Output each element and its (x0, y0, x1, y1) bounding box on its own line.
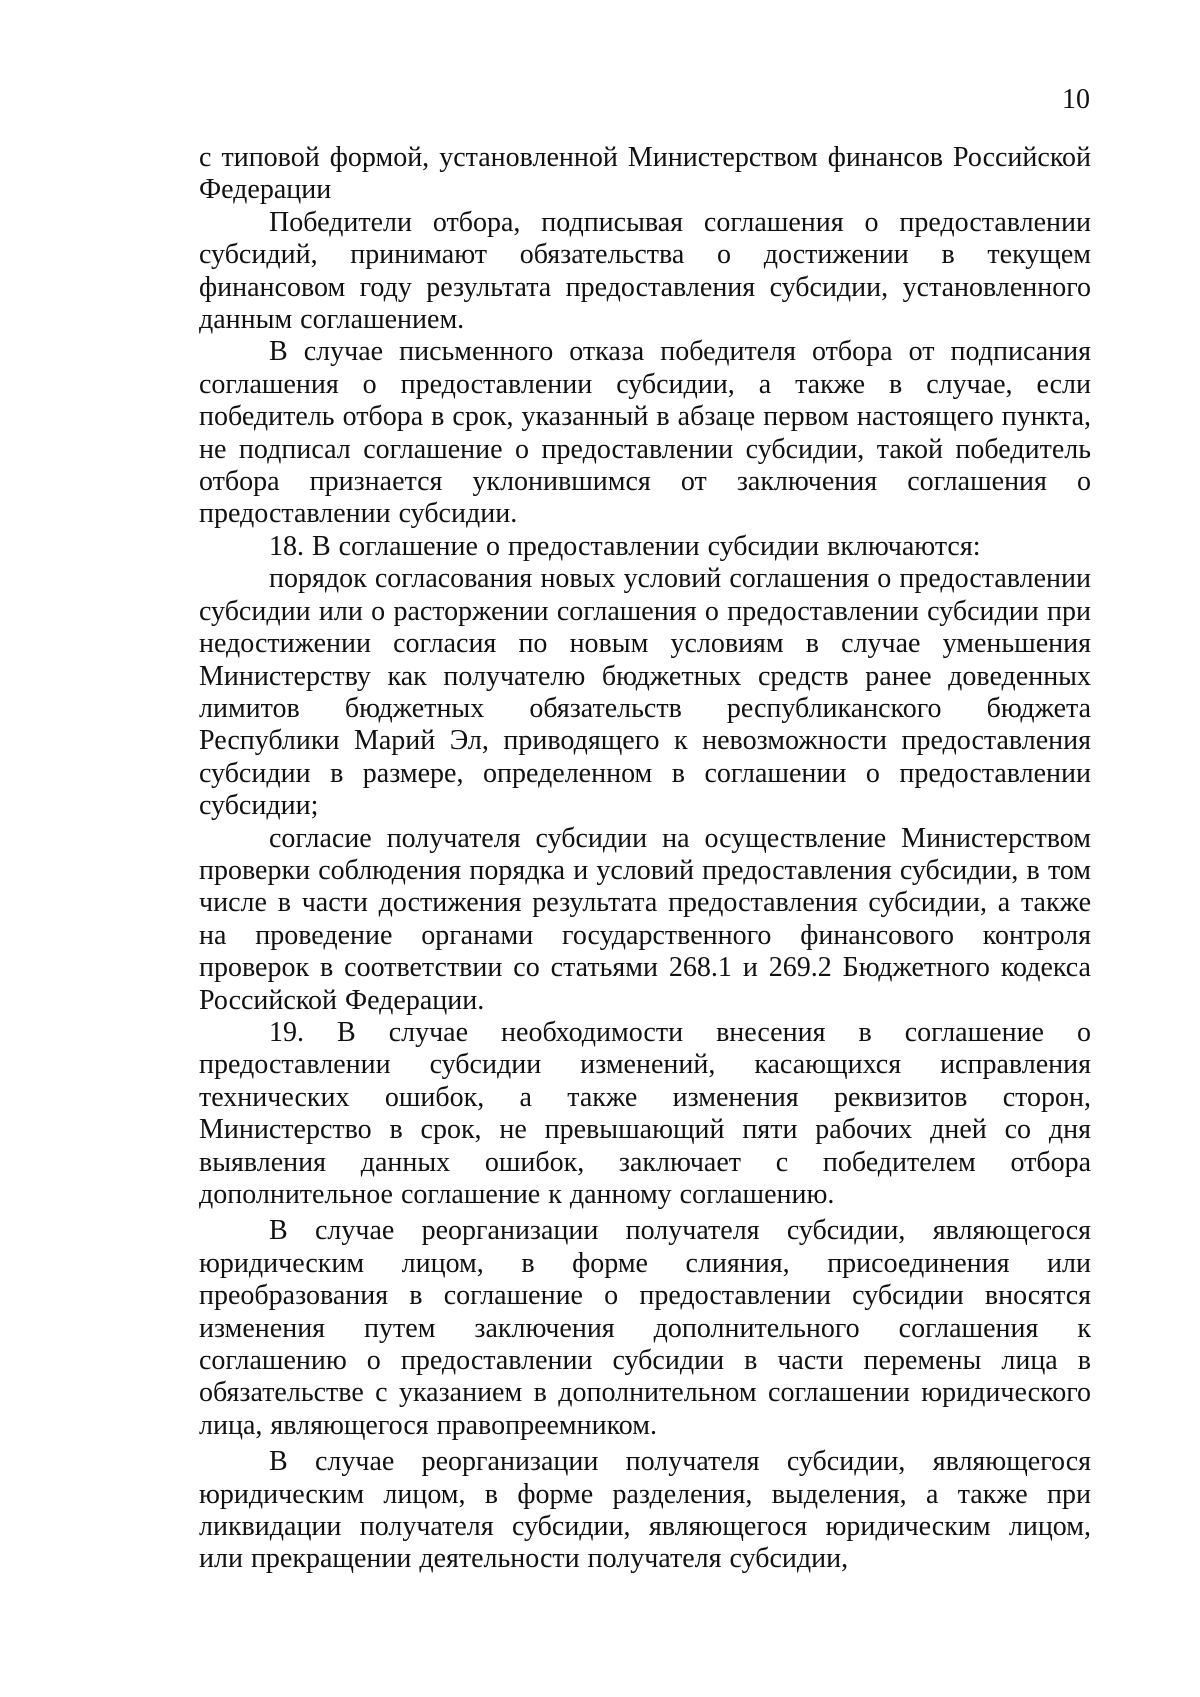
page-number: 10 (1062, 84, 1090, 115)
paragraph-2: Победители отбора, подписывая соглашения о предоставлении субсидий, принимают обязательства о достижении в текущем финансовом году результата предоставления субсидии, установленного данным соглашением. (199, 206, 1091, 336)
paragraph-4: 18. В соглашение о предоставлении субсидии включаются: (269, 530, 981, 562)
document-body (199, 142, 1091, 1576)
paragraph-7: 19. В случае необходимости внесения в соглашение о предоставлении субсидии изменений, касающихся исправления технических ошибок, а также изменения реквизитов сторон, Министерство в срок, не превышающий пяти рабочих дней со дня выявления данных ошибок, заключает с победителем отбора дополнительное соглашение к данному соглашению. (199, 1016, 1091, 1210)
paragraph-3: В случае письменного отказа победителя отбора от подписания соглашения о предоставлении субсидии, а также в случае, если победитель отбора в срок, указанный в абзаце первом настоящего пункта, не подписал соглашение о предоставлении субсидии, такой победитель отбора признается уклонившимся от заключения соглашения о предоставлении субсидии. (199, 336, 1091, 530)
paragraph-5: порядок согласования новых условий соглашения о предоставлении субсидии или о расторжении соглашения о предоставлении субсидии при недостижении согласия по новым условиям в случае уменьшения Министерству как получателю бюджетных средств ранее доведенных лимитов бюджетных обязательств республиканского бюджета Республики Марий Эл, приводящего к невозможности предоставления субсидии в размере, определенном в соглашении о предоставлении субсидии; (199, 563, 1091, 822)
paragraph-8: В случае реорганизации получателя субсидии, являющегося юридическим лицом, в форме слияния, присоединения или преобразования в соглашение о предоставлении субсидии вносятся изменения путем заключения дополнительного соглашения к соглашению о предоставлении субсидии в части перемены лица в обязательстве с указанием в дополнительном соглашении юридического лица, являющегося правопреемником. (199, 1215, 1091, 1441)
paragraph-1: с типовой формой, установленной Министерством финансов Российской Федерации (199, 142, 1091, 206)
paragraph-9: В случае реорганизации получателя субсидии, являющегося юридическим лицом, в форме разделения, выделения, а также при ликвидации получателя субсидии, являющегося юридическим лицом, или прекращении деятельности получателя субсидии, (199, 1446, 1091, 1575)
paragraph-6: согласие получателя субсидии на осуществление Министерством проверки соблюдения порядка и условий предоставления субсидии, в том числе в части достижения результата предоставления субсидии, а также на проведение органами государственного финансового контроля проверок в соответствии со статьями 268.1 и 269.2 Бюджетного кодекса Российской Федерации. (199, 822, 1091, 1016)
